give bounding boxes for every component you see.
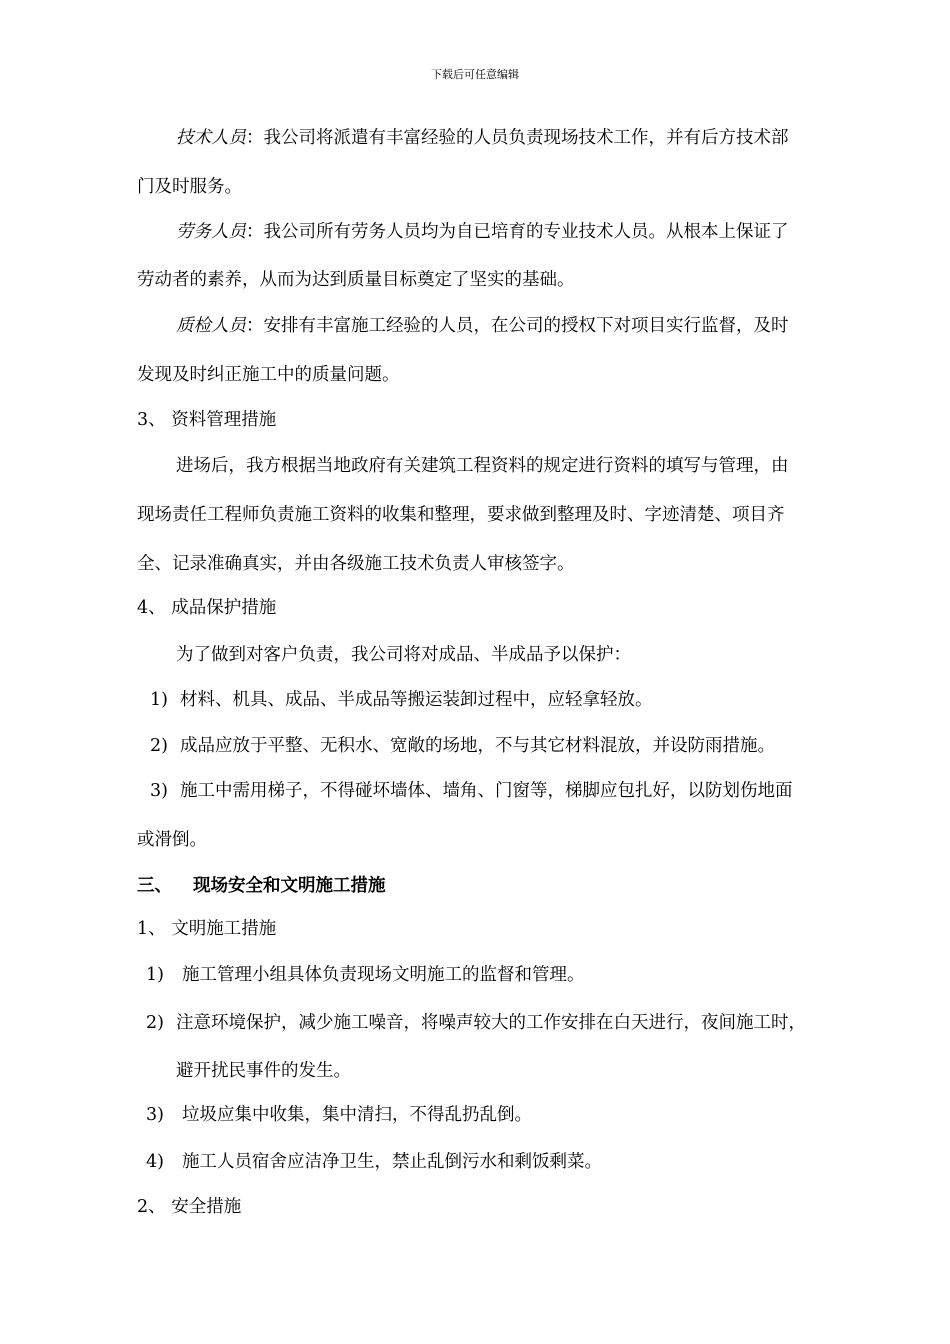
list-item-number: 2): [146, 1013, 164, 1033]
paragraph-labor-line2: 劳动者的素养，从而为达到质量目标奠定了坚实的基础。: [137, 270, 575, 290]
labor-staff-label: 劳务人员: [176, 222, 246, 242]
list-item-continuation: 或滑倒。: [137, 830, 207, 850]
list-item: [146, 1012, 806, 1034]
civil-heading: 1、 文明施工措施: [137, 919, 277, 939]
qc-staff-text: ：安排有丰富施工经验的人员，在公司的授权下对项目实行监督，及时: [246, 316, 789, 336]
list-item-number: 4): [146, 1152, 164, 1172]
section-3-heading: 3、 资料管理措施: [137, 410, 277, 430]
qc-staff-label: 质检人员: [176, 316, 246, 336]
labor-staff-text: ：我公司所有劳务人员均为自已培育的专业技术人员。从根本上保证了: [246, 222, 789, 242]
list-item: [146, 1104, 532, 1126]
list-item-text: 施工管理小组具体负责现场文明施工的监督和管理。: [182, 965, 585, 985]
paragraph-qc-line1: [176, 315, 789, 337]
section-3-line2: 现场责任工程师负责施工资料的收集和整理，要求做到整理及时、字迹清楚、项目齐: [137, 505, 785, 525]
list-item: [150, 735, 775, 757]
list-item: [150, 780, 793, 802]
paragraph-labor-line1: [176, 221, 789, 243]
page-header: 下载后可任意编辑: [431, 68, 519, 81]
tech-staff-label: 技术人员: [176, 128, 246, 148]
section-4-intro: 为了做到对客户负责，我公司将对成品、半成品予以保护：: [176, 645, 631, 665]
paragraph-tech-line2: 门及时服务。: [137, 177, 242, 197]
list-item: [146, 1151, 602, 1173]
list-item-text: 施工人员宿舍应洁净卫生，禁止乱倒污水和剩饭剩菜。: [182, 1152, 602, 1172]
list-item-number: 3): [146, 1105, 164, 1125]
list-item-text: 施工中需用梯子，不得碰坏墙体、墙角、门窗等，梯脚应包扎好，以防划伤地面: [180, 781, 793, 801]
list-item-continuation: 避开扰民事件的发生。: [176, 1061, 351, 1081]
list-item-number: 2): [150, 736, 168, 756]
list-item-text: 材料、机具、成品、半成品等搬运装卸过程中，应轻拿轻放。: [180, 690, 653, 710]
section-3-line3: 全、记录准确真实，并由各级施工技术负责人审核签字。: [137, 554, 575, 574]
list-item: [146, 964, 585, 986]
list-item: [150, 689, 653, 711]
list-item-number: 3): [150, 781, 168, 801]
safety-heading: 2、 安全措施: [137, 1197, 242, 1217]
list-item-text: 注意环境保护，减少施工噪音，将噪声较大的工作安排在白天进行，夜间施工时，: [176, 1013, 806, 1033]
chapter-number: 三、: [137, 876, 172, 896]
paragraph-tech-line1: [176, 127, 789, 149]
list-item-text: 垃圾应集中收集，集中清扫，不得乱扔乱倒。: [182, 1105, 532, 1125]
list-item-number: 1): [150, 690, 168, 710]
list-item-text: 成品应放于平整、无积水、宽敞的场地，不与其它材料混放，并设防雨措施。: [180, 736, 775, 756]
paragraph-qc-line2: 发现及时纠正施工中的质量问题。: [137, 365, 400, 385]
chapter-heading: [137, 875, 386, 897]
tech-staff-text: ：我公司将派遣有丰富经验的人员负责现场技术工作，并有后方技术部: [246, 128, 789, 148]
chapter-title: 现场安全和文明施工措施: [193, 876, 386, 896]
list-item-number: 1): [146, 965, 164, 985]
section-3-line1: 进场后，我方根据当地政府有关建筑工程资料的规定进行资料的填写与管理，由: [176, 456, 789, 476]
section-4-heading: 4、 成品保护措施: [137, 598, 277, 618]
